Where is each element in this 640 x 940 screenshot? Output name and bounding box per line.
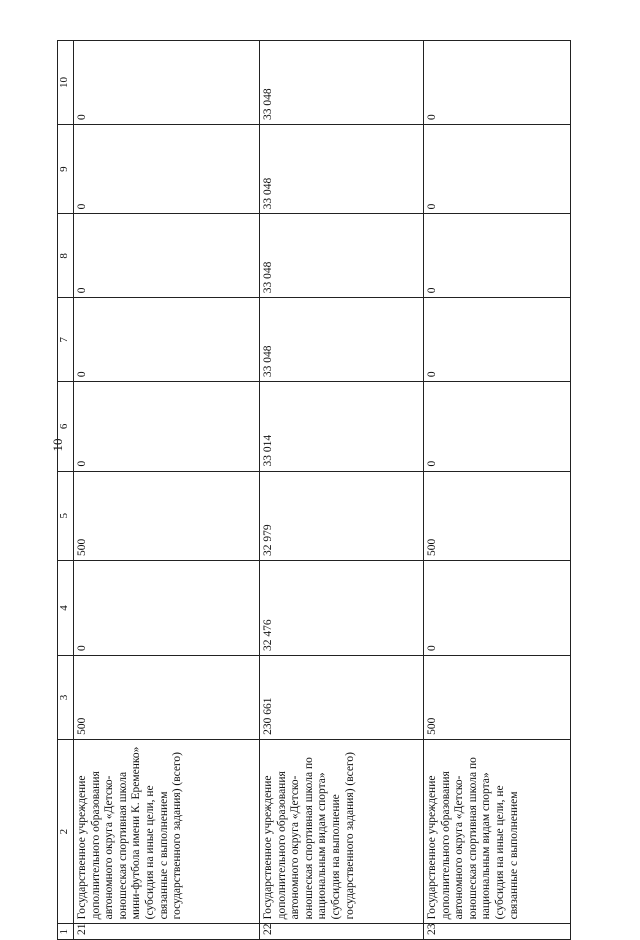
col-header-1: 1 (58, 924, 74, 940)
institution-name: Государственное учреждение дополнительного образования автономного округа «Детско-юношеская спортивная школа по национальным видам спорта» (субсидия на выполнение государственного задания) (всего) (260, 739, 424, 923)
value-col-9: 0 (74, 124, 260, 213)
value-col-4: 32 476 (260, 560, 424, 655)
col-header-10: 10 (58, 41, 74, 125)
value-col-5: 500 (74, 471, 260, 560)
row-number: 23 (424, 924, 571, 940)
value-col-10: 0 (74, 41, 260, 125)
col-header-4: 4 (58, 560, 74, 655)
col-header-6: 6 (58, 382, 74, 471)
table-row (424, 41, 571, 940)
value-col-10: 0 (424, 41, 571, 125)
value-col-8: 0 (74, 214, 260, 298)
value-col-5: 32 979 (260, 471, 424, 560)
value-col-6: 0 (424, 382, 571, 471)
budget-table (57, 40, 571, 940)
institution-name: Государственное учреждение дополнительного образования автономного округа «Детско-юношеская спортивная школа по национальным видам спорта» (субсидия на иные цели, не связанные с выполнением (424, 739, 571, 923)
col-header-7: 7 (58, 298, 74, 382)
value-col-4: 0 (424, 560, 571, 655)
value-col-3: 230 661 (260, 656, 424, 740)
value-col-7: 33 048 (260, 298, 424, 382)
col-header-9: 9 (58, 124, 74, 213)
value-col-10: 33 048 (260, 41, 424, 125)
page-number: 10 (50, 438, 65, 452)
value-col-6: 33 014 (260, 382, 424, 471)
value-col-7: 0 (74, 298, 260, 382)
table-row (74, 41, 260, 940)
value-col-3: 500 (424, 656, 571, 740)
value-col-9: 33 048 (260, 124, 424, 213)
col-header-5: 5 (58, 471, 74, 560)
row-number: 21 (74, 924, 260, 940)
col-header-3: 3 (58, 656, 74, 740)
row-number: 22 (260, 924, 424, 940)
value-col-4: 0 (74, 560, 260, 655)
header-row (58, 41, 74, 940)
budget-table-rotated (57, 40, 571, 940)
value-col-5: 500 (424, 471, 571, 560)
col-header-2: 2 (58, 739, 74, 923)
value-col-3: 500 (74, 656, 260, 740)
table-row (260, 41, 424, 940)
value-col-9: 0 (424, 124, 571, 213)
col-header-8: 8 (58, 214, 74, 298)
value-col-6: 0 (74, 382, 260, 471)
value-col-8: 33 048 (260, 214, 424, 298)
value-col-7: 0 (424, 298, 571, 382)
institution-name: Государственное учреждение дополнительного образования автономного округа «Детско-юношеская спортивная школа мини-футбола имени К. Еременко» (субсидия на иные цели, не связанные с выполнением государственного задания) (всего) (74, 739, 260, 923)
value-col-8: 0 (424, 214, 571, 298)
